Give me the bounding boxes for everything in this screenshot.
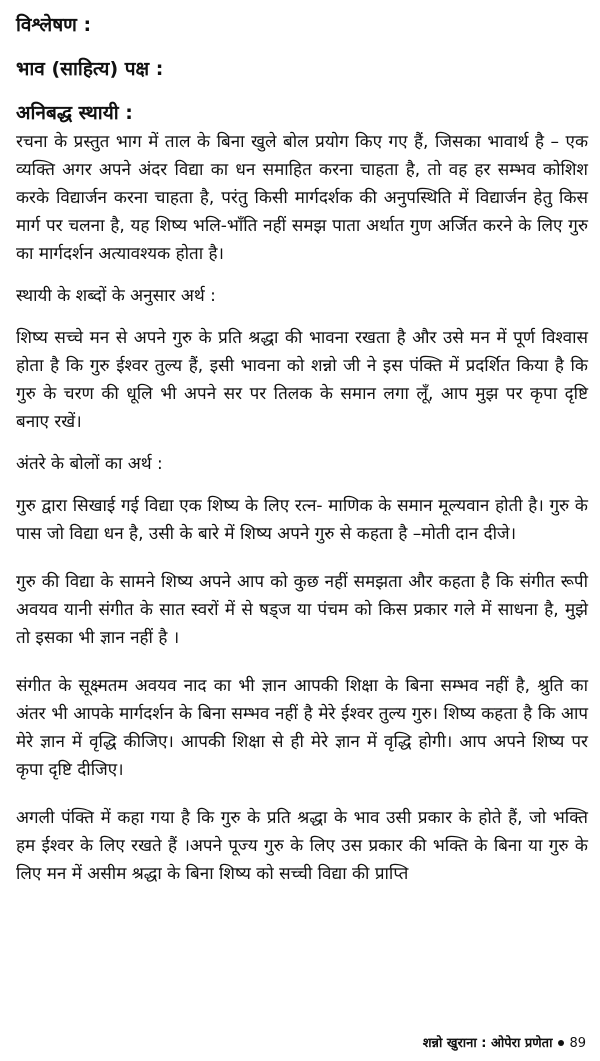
paragraph-antara-3: संगीत के सूक्ष्मतम अवयव नाद का भी ज्ञान आपकी शिक्षा के बिना सम्भव नहीं है, श्रुति का अंतर भी आपके मार्गदर्शन के बिना सम्भव नहीं है मेरे ईश्वर तुल्य गुरु। शिष्य कहता है कि आप मेरे ज्ञान में वृद्धि कीजिए। आपकी शिक्षा से ही मेरे ज्ञान में वृद्धि होगी। आप अपने शिष्य पर कृपा दृष्टि दीजिए। [16, 676, 588, 780]
page-number: 89 [569, 1036, 586, 1051]
bullet-separator [558, 1040, 564, 1046]
paragraph-intro: रचना के प्रस्तुत भाग में ताल के बिना खुले बोल प्रयोग किए गए हैं, जिसका भावार्थ है – एक व्यक्ति अगर अपने अंदर विद्या का धन समाहित करना चाहता है, तो वह हर सम्भव कोशिश करके विद्यार्जन करना चाहता है, परंतु किसी मार्गदर्शक की अनुपस्थिति में विद्यार्जन हेतु किस मार्ग पर चलना है, यह शिष्य भलि-भाँति नहीं समझ पाता अर्थात गुण अर्जित करने के लिए गुरु का मार्गदर्शन अत्यावश्यक होता है। [16, 132, 588, 264]
page-content [16, 8, 588, 888]
paragraph-antara-2: गुरु की विद्या के सामने शिष्य अपने आप को कुछ नहीं समझता और कहता है कि संगीत रूपी अवयव यानी संगीत के सात स्वरों में से षड्ज या पंचम को किस प्रकार गले में साधना है, मुझे तो इसका भी ज्ञान नहीं है । [16, 572, 588, 648]
heading-bhav-paksh: भाव (साहित्य) पक्ष : [16, 58, 164, 80]
running-title: शन्नो खुराना : ओपेरा प्रणेता [422, 1036, 553, 1051]
paragraph-antara-1: गुरु द्वारा सिखाई गई विद्या एक शिष्य के लिए रत्न- माणिक के समान मूल्यवान होती है। गुरु के पास जो विद्या धन है, उसी के बारे में शिष्य अपने गुरु से कहता है –मोती दान दीजे। [16, 496, 588, 544]
label-sthayi-meaning: स्थायी के शब्दों के अनुसार अर्थ : [16, 286, 216, 306]
label-antara-meaning: अंतरे के बोलों का अर्थ : [16, 454, 163, 474]
heading-anibaddh-sthayi: अनिबद्ध स्थायी : [16, 102, 133, 124]
paragraph-antara-4: अगली पंक्ति में कहा गया है कि गुरु के प्रति श्रद्धा के भाव उसी प्रकार के होते हैं, जो भक्ति हम ईश्वर के लिए रखते हैं ।अपने पूज्य गुरु के लिए उस प्रकार की भक्ति के बिना या गुरु के लिए मन में असीम श्रद्धा के बिना शिष्य को सच्ची विद्या की प्राप्ति [16, 808, 588, 884]
heading-analysis: विश्लेषण : [16, 14, 92, 36]
paragraph-sthayi-meaning: शिष्य सच्चे मन से अपने गुरु के प्रति श्रद्धा की भावना रखता है और उसे मन में पूर्ण विश्वास होता है कि गुरु ईश्वर तुल्य हैं, इसी भावना को शन्नो जी ने इस पंक्ति में प्रदर्शित किया है कि गुरु के चरण की धूलि भी अपने सर पर तिलक के समान लगा लूँ, आप मुझ पर कृपा दृष्टि बनाए रखें। [16, 328, 588, 432]
page-footer [423, 1033, 586, 1051]
